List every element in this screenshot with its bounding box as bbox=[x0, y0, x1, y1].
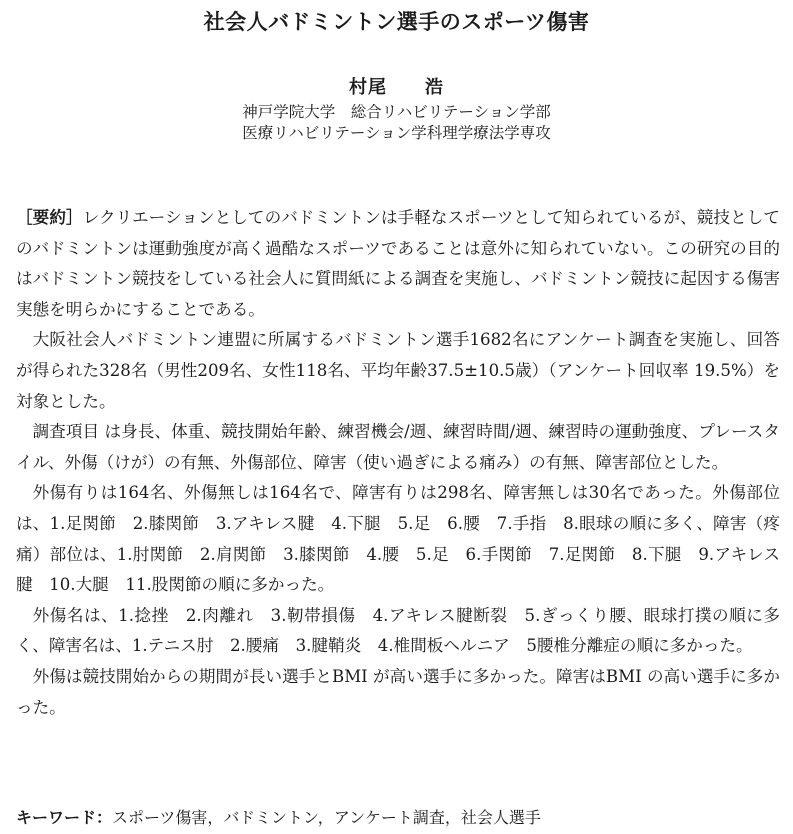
keywords-text: スポーツ傷害，バドミントン，アンケート調査，社会人選手 bbox=[112, 808, 541, 827]
author-name: 村尾 浩 bbox=[349, 77, 444, 98]
abstract-paragraph-1 bbox=[16, 203, 780, 325]
paper-title: 社会人バドミントン選手のスポーツ傷害 bbox=[203, 10, 590, 34]
affiliation-line-2: 医療リハビリテーション学科理学療法学専攻 bbox=[242, 124, 551, 142]
abstract-section bbox=[16, 203, 780, 723]
abstract-paragraph-3: 調査項目 は身長、体重、競技開始年齢、練習機会/週、練習時間/週、練習時の運動強度、プレースタイル、外傷（けが）の有無、外傷部位、障害（使い過ぎによる痛み）の有無、障害部位とした。 bbox=[16, 422, 780, 472]
abstract-paragraph-4: 外傷有りは164名、外傷無しは164名で、障害有りは298名、障害無しは30名であった。外傷部位は、1.足関節 2.膝関節 3.アキレス腱 4.下腿 5.足 6.腰 7.手指 8.眼球の順に多く、障害（疼痛）部位は、1.肘関節 2.肩関節 3.膝関節 4.腰 5.足 6.手関節 7.足関節 8.下腿 9.アキレス腱 10.大腿 11.股関節の順に多かった。 bbox=[16, 483, 780, 595]
abstract-paragraph-2: 大阪社会人バドミントン連盟に所属するバドミントン選手1682名にアンケート調査を実施し、回答が得られた328名（男性209名、女性118名、平均年齢37.5±10.5歳）（アンケート回収率 19.5%）を対象とした。 bbox=[16, 330, 780, 411]
keywords-line bbox=[16, 805, 541, 828]
keywords-label: キーワード： bbox=[16, 808, 113, 827]
affiliation-line-1: 神戸学院大学 総合リハビリテーション学部 bbox=[242, 103, 551, 121]
abstract-label: ［要約］ bbox=[16, 208, 83, 227]
abstract-paragraph-6: 外傷は競技開始からの期間が長い選手とBMI が高い選手に多かった。障害はBMI の高い選手に多かった。 bbox=[16, 666, 780, 717]
abstract-paragraph-5: 外傷名は、1.捻挫 2.肉離れ 3.靭帯損傷 4.アキレス腱断裂 5.ぎっくり腰、眼球打撲の順に多く、障害名は、1.テニス肘 2.腰痛 3.腱鞘炎 4.椎間板ヘルニア 5腰椎分離症の順に多かった。 bbox=[16, 605, 780, 656]
abstract-paragraph-1-text: レクリエーションとしてのバドミントンは手軽なスポーツとして知られているが、競技としてのバドミントンは運動強度が高く過酷なスポーツであることは意外に知られていない。この研究の目的はバドミントン競技をしている社会人に質問紙による調査を実施し、バドミントン競技に起因する傷害実態を明らかにすることである。 bbox=[16, 208, 781, 319]
